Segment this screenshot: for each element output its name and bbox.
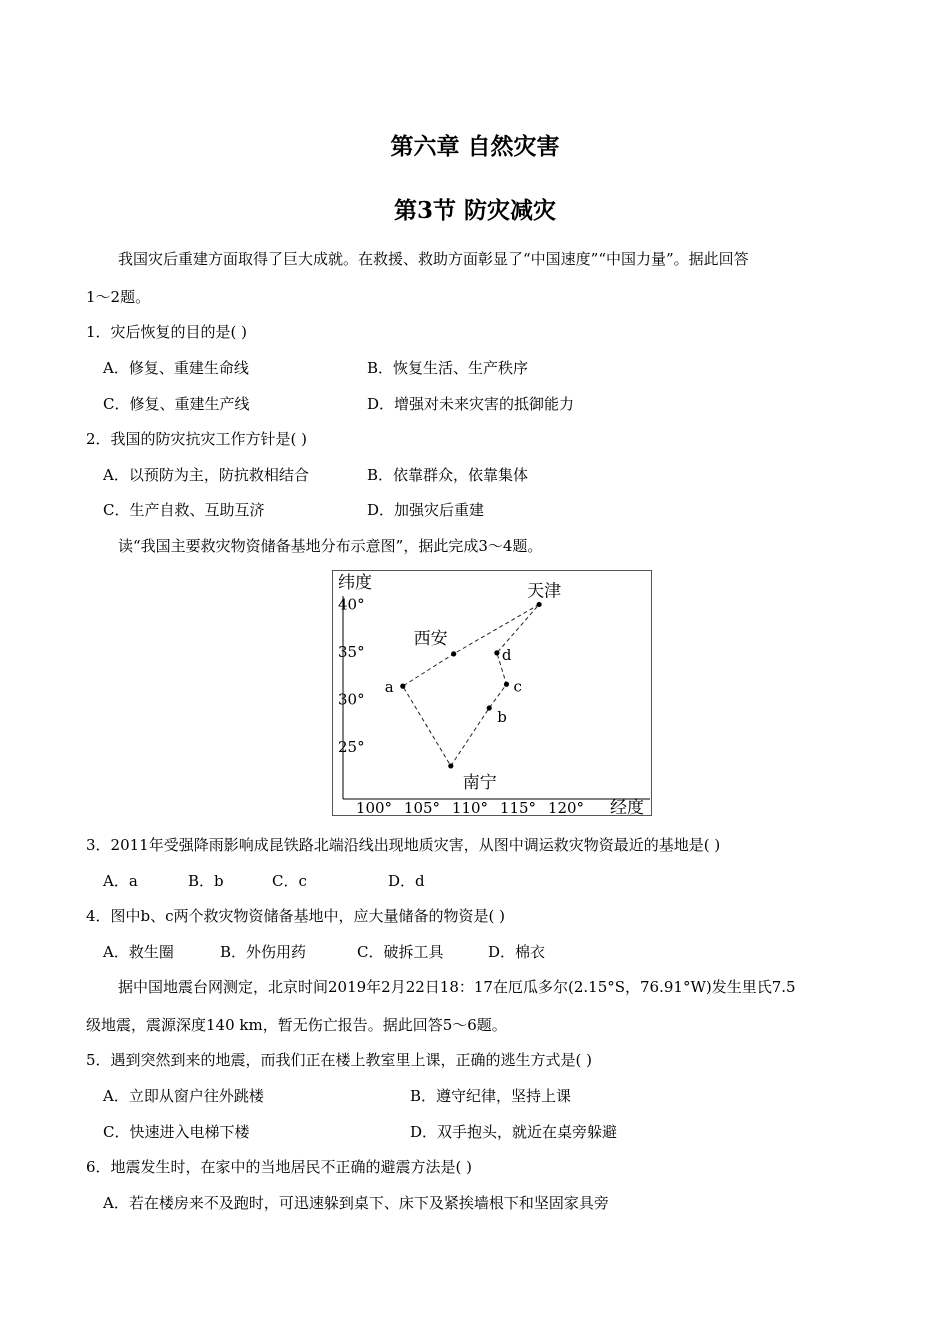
q3-option-c: C．c: [272, 872, 307, 890]
q3-option-d: D．d: [388, 872, 425, 890]
q4-option-c: C．破拆工具: [357, 943, 444, 961]
x-tick-label: 120°: [547, 799, 585, 816]
map-figure: [332, 570, 652, 816]
q6-stem: 6．地震发生时，在家中的当地居民不正确的避震方法是( ): [86, 1158, 473, 1176]
base-point-b: [487, 705, 492, 710]
intro3-line2: 级地震，震源深度140 km，暂无伤亡报告。据此回答5～6题。: [86, 1016, 507, 1034]
q1-option-d: D．增强对未来灾害的抵御能力: [367, 395, 575, 413]
base-point-label: 西安: [413, 628, 448, 649]
x-tick-label: 105°: [403, 799, 441, 816]
x-tick-label: 100°: [355, 799, 393, 816]
q6-option-a: A．若在楼房来不及跑时，可迅速躲到桌下、床下及紧挨墙根下和坚固家具旁: [103, 1194, 609, 1212]
base-point-label: b: [497, 708, 507, 726]
base-point-label: 南宁: [462, 772, 497, 793]
q4-option-a: A．救生圈: [103, 943, 174, 961]
y-tick-label: 25°: [338, 738, 365, 756]
q1-stem: 1．灾后恢复的目的是( ): [86, 323, 248, 341]
intro3-line1: 据中国地震台网测定，北京时间2019年2月22日18：17在厄瓜多尔(2.15°S，76.91°W)发生里氏7.5: [118, 978, 796, 996]
x-axis-title: 经度: [610, 798, 644, 816]
base-point-label: c: [513, 677, 522, 696]
section-title: 第3节 防灾减灾: [393, 197, 556, 224]
q5-option-b: B．遵守纪律，坚持上课: [410, 1087, 572, 1105]
q1-option-b: B．恢复生活、生产秩序: [367, 359, 529, 377]
base-point-d: [494, 650, 499, 655]
base-point-a: [400, 684, 405, 689]
q4-stem: 4．图中b、c两个救灾物资储备基地中，应大量储备的物资是( ): [86, 907, 506, 925]
q4-option-b: B．外伤用药: [220, 943, 307, 961]
q3-option-a: A．a: [103, 872, 138, 890]
q2-option-a: A．以预防为主，防抗救相结合: [103, 466, 309, 484]
base-point-city-0: [537, 602, 542, 607]
q2-stem: 2．我国的防灾抗灾工作方针是( ): [86, 430, 308, 448]
q5-option-c: C．快速进入电梯下楼: [103, 1123, 250, 1141]
y-tick-label: 30°: [338, 690, 365, 709]
y-axis-title: 纬度: [338, 573, 372, 593]
base-point-label: 天津: [527, 581, 562, 602]
base-point-city-1: [451, 651, 456, 656]
base-point-label: d: [501, 645, 512, 664]
q1-option-a: A．修复、重建生命线: [103, 359, 249, 377]
q5-option-a: A．立即从窗户往外跳楼: [103, 1087, 264, 1105]
q3-option-b: B．b: [188, 872, 224, 890]
intro2: 读“我国主要救灾物资储备基地分布示意图”，据此完成3～4题。: [118, 537, 543, 555]
y-tick-label: 40°: [338, 595, 365, 614]
intro1-line1: 我国灾后重建方面取得了巨大成就。在救援、救助方面彰显了“中国速度”“中国力量”。据此回答: [118, 250, 749, 268]
base-point-city-3: [448, 763, 453, 768]
q1-option-c: C．修复、重建生产线: [103, 395, 250, 413]
x-tick-labels: [356, 799, 584, 816]
q3-stem: 3．2011年受强降雨影响成昆铁路北端沿线出现地质灾害，从图中调运救灾物资最近的基地是( ): [86, 836, 721, 854]
base-point-c: [504, 682, 509, 687]
base-point-label: a: [384, 678, 394, 697]
q2-option-b: B．依靠群众，依靠集体: [367, 466, 529, 484]
q5-option-d: D．双手抱头，就近在桌旁躲避: [410, 1123, 618, 1141]
relief-base-map: [332, 570, 652, 816]
x-tick-label: 115°: [499, 799, 537, 816]
y-tick-label: 35°: [338, 643, 365, 661]
x-tick-label: 110°: [451, 799, 489, 816]
intro1-line2: 1～2题。: [86, 288, 151, 306]
q2-option-d: D．加强灾后重建: [367, 501, 485, 519]
q4-option-d: D．棉衣: [488, 943, 546, 961]
q2-option-c: C．生产自救、互助互济: [103, 501, 265, 519]
chapter-title: 第六章 自然灾害: [390, 133, 560, 160]
q5-stem: 5．遇到突然到来的地震，而我们正在楼上教室里上课，正确的逃生方式是( ): [86, 1051, 593, 1069]
